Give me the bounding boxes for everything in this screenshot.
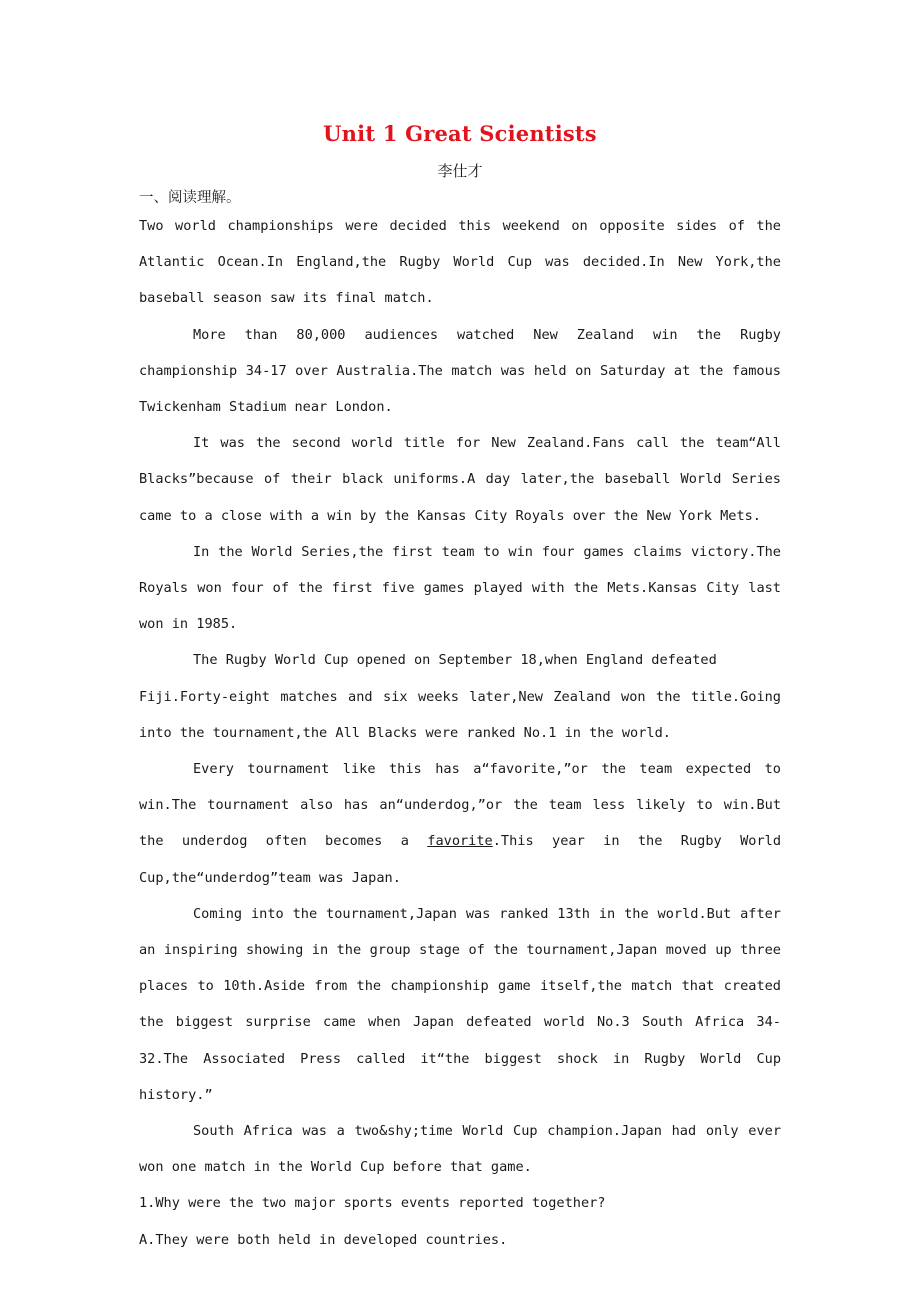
author-name: 李仕才 — [437, 162, 483, 180]
paragraph-6-text-before: Every tournament like this has a“favorite,”or the team expected to win.The tournament also has an“underdog,”or the team less likely to win.But the underdog often becomes a — [139, 761, 781, 850]
paragraph-3: It was the second world title for New Zealand.Fans call the team“All Blacks”because of their black uniforms.A day later,the baseball World Series came to a close with a win by the Kansas City Royals over the New York Mets. — [139, 435, 781, 524]
paragraph-1: Two world championships were decided this weekend on opposite sides of the Atlantic Ocean.In England,the Rugby World Cup was decided.In New York,the baseball season saw its final match. — [139, 218, 781, 307]
question-stem: 1.Why were the two major sports events reported together? — [139, 1195, 606, 1212]
underlined-word: favorite — [427, 833, 493, 850]
paragraph-6 — [139, 751, 781, 896]
paragraph-4: In the World Series,the first team to win four games claims victory.The Royals won four of the first five games played with the Mets.Kansas City last won in 1985. — [139, 543, 781, 633]
paragraph-7: Coming into the tournament,Japan was ranked 13th in the world.But after an inspiring showing in the group stage of the tournament,Japan moved up three places to 10th.Aside from the championship game itself,the match that created the biggest surprise came when Japan defeated world No.3 South Africa 34-32.The Associated Press called it“the biggest shock in Rugby World Cup history.” — [139, 905, 781, 1103]
paragraph-5-first-line: The Rugby World Cup opened on September 18,when England defeated — [193, 652, 717, 669]
paragraph-6-text-after: .This year in the Rugby World Cup,the“underdog”team was Japan. — [139, 833, 782, 886]
paragraph-5: Fiji.Forty-eight matches and six weeks later,New Zealand won the title.Going into the tournament,the All Blacks were ranked No.1 in the world. — [139, 688, 781, 741]
paragraph-2: More than 80,000 audiences watched New Zealand win the Rugby championship 34-17 over Australia.The match was held on Saturday at the famous Twickenham Stadium near London. — [139, 326, 781, 416]
passage-body — [139, 208, 781, 1258]
question-option-a: A.They were both held in developed countries. — [139, 1231, 508, 1248]
paragraph-8: South Africa was a two&shy;time World Cup champion.Japan had only ever won one match in the World Cup before that game. — [139, 1123, 781, 1176]
section-heading: 一、阅读理解。 — [139, 190, 241, 206]
document-title: Unit 1 Great Scientists — [323, 121, 597, 146]
